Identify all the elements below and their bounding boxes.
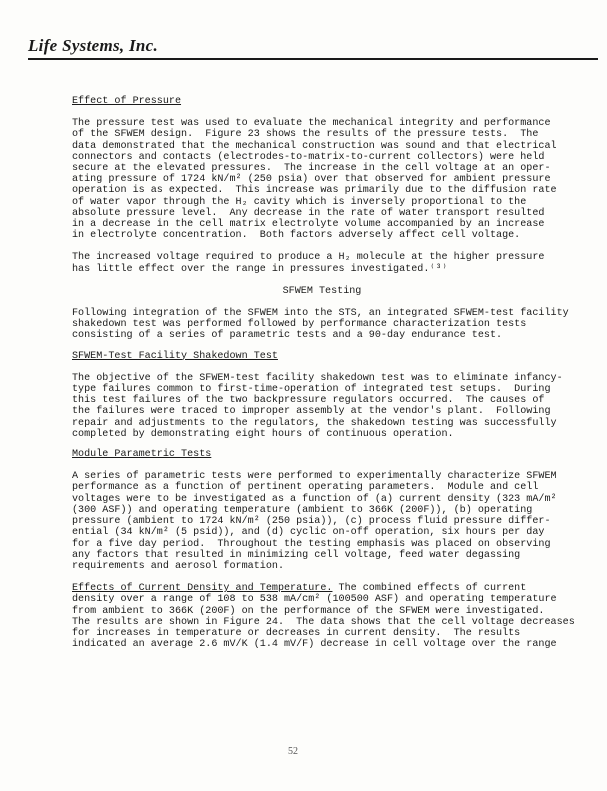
text-line: this test failures of the two backpressure regulators occurred. The causes of [72, 395, 545, 407]
text-line: for increases in temperature or decreases in current density. The results [72, 627, 521, 639]
text-line: The increased voltage required to produce a H₂ molecule at the higher pressure [72, 252, 545, 264]
text-line: The pressure test was used to evaluate the mechanical integrity and performance [72, 118, 551, 130]
text-line: any factors that resulted in minimizing cell voltage, feed water degassing [72, 549, 521, 561]
section-heading-shakedown: SFWEM-Test Facility Shakedown Test [72, 350, 278, 362]
text-line: has little effect over the range in pressures investigated.⁽³⁾ [72, 263, 448, 275]
text-line: requirements and aerosol formation. [72, 560, 285, 572]
text-line: absolute pressure level. Any decrease in the rate of water transport resulted [72, 207, 545, 219]
current-first-line-text: The combined effects of current [332, 583, 527, 595]
text-line: of the SFWEM design. Figure 23 shows the results of the pressure tests. The [72, 129, 539, 141]
text-line: operation is as expected. This increase was primarily due to the diffusion rate [72, 185, 557, 197]
paragraph-parametric [72, 471, 572, 572]
text-line: voltages were to be investigated as a function of (a) current density (323 mA/m² [72, 493, 557, 505]
text-line: data demonstrated that the mechanical construction was sound and that electrical [72, 140, 557, 152]
paragraph-pressure-1 [72, 118, 572, 241]
header-rule [28, 58, 598, 60]
text-line: ential (34 kN/m² (5 psid)), and (d) cyclic on-off operation, six hours per day [72, 527, 545, 539]
paragraph-shakedown [72, 373, 572, 440]
text-line: completed by demonstrating eight hours of continuous operation. [72, 428, 454, 440]
text-line: repair and adjustments to the regulators, the shakedown testing was successfully [72, 417, 557, 429]
text-line: from ambient to 366K (200F) on the performance of the SFWEM were investigated. [72, 605, 545, 617]
text-line: indicated an average 2.6 mV/K (1.4 mV/F) decrease in cell voltage over the range [72, 639, 557, 651]
text-line: secure at the elevated pressures. The increase in the cell voltage at an oper- [72, 163, 551, 175]
text-line: A series of parametric tests were performed to experimentally characterize SFWEM [72, 471, 557, 483]
section-heading-parametric: Module Parametric Tests [72, 449, 212, 461]
paragraph-testing [72, 308, 572, 342]
text-line: The objective of the SFWEM-test facility shakedown test was to eliminate infancy- [72, 372, 563, 384]
text-line: consisting of a series of parametric tests and a 90-day endurance test. [72, 330, 503, 342]
text-line: shakedown test was performed followed by performance characterization tests [72, 319, 527, 331]
paragraph-current-first-line [72, 583, 572, 594]
text-line: ating pressure of 1724 kN/m² (250 psia) over that observed for ambient pressure [72, 174, 551, 186]
paragraph-pressure-2 [72, 252, 572, 274]
text-line: performance as a function of pertinent operating parameters. Module and cell [72, 482, 539, 494]
text-line: connectors and contacts (electrodes-to-matrix-to-current collectors) were held [72, 151, 545, 163]
text-line: for a five day period. Throughout the testing emphasis was placed on observing [72, 538, 551, 550]
company-header: Life Systems, Inc. [28, 36, 159, 55]
text-line: The results are shown in Figure 24. The data shows that the cell voltage decreases [72, 616, 575, 628]
section-heading-current-density: Effects of Current Density and Temperature. [72, 583, 333, 595]
text-line: density over a range of 108 to 538 mA/cm² (100500 ASF) and operating temperature [72, 594, 557, 606]
text-line: (300 ASF)) and operating temperature (ambient to 366K (200F)), (b) operating [72, 504, 533, 516]
text-line: pressure (ambient to 1724 kN/m² (250 psia)), (c) process fluid pressure differ- [72, 516, 551, 528]
text-line: the failures were traced to improper assembly at the vendor's plant. Following [72, 406, 551, 418]
text-line: of water vapor through the H₂ cavity which is inversely proportional to the [72, 196, 527, 208]
section-title-sfwem-testing: SFWEM Testing [282, 285, 362, 297]
text-line: in a decrease in the cell matrix electrolyte volume accompanied by an increase [72, 219, 545, 231]
text-line: type failures common to first-time-operation of integrated test setups. During [72, 384, 551, 396]
section-heading-pressure: Effect of Pressure [72, 96, 182, 107]
page-number: 52 [288, 746, 298, 757]
text-line: Following integration of the SFWEM into the STS, an integrated SFWEM-test facility [72, 308, 569, 320]
page-body [72, 96, 575, 651]
paragraph-current-density [72, 594, 575, 651]
text-line: in electrolyte concentration. Both factors adversely affect cell voltage. [72, 230, 521, 242]
